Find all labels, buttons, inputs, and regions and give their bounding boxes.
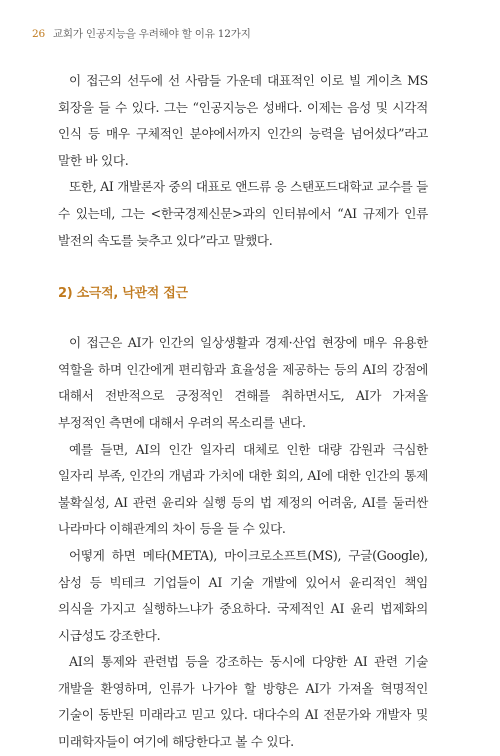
body-paragraph: 어떻게 하면 메타(META), 마이크로소프트(MS), 구글(Google), 삼성 등 빅테크 기업들이 AI 기술 개발에 있어서 윤리적인 책임 의식을 가지고 실행하느냐가 중요하다. 국제적인 AI 윤리 법제화의 시급성도 강조한다.: [58, 547, 428, 643]
body-paragraph: 이 접근은 AI가 인간의 일상생활과 경제·산업 현장에 매우 유용한 역할을 하며 인간에게 편리함과 효율성을 제공하는 등의 AI의 강점에 대해서 전반적으로 긍정적인 견해를 취하면서도, AI가 가져올 부정적인 측면에 대해서 우려의 목소리를 낸다.: [58, 335, 428, 430]
running-header: [32, 26, 251, 41]
book-title: 교회가 인공지능을 우려해야 할 이유 12가지: [52, 28, 251, 40]
page-body: [58, 68, 428, 756]
body-paragraph: 이 접근의 선두에 선 사람들 가운데 대표적인 이로 빌 게이츠 MS 회장을 들 수 있다. 그는 “인공지능은 성배다. 이제는 음성 및 시각적 인식 등 매우 구체적인 분야에서까지 인간의 능력을 넘어섰다”라고 말한 바 있다.: [58, 73, 428, 168]
section-heading: 2) 소극적, 낙관적 접근: [58, 286, 188, 302]
body-paragraph: 예를 들면, AI의 인간 일자리 대체로 인한 대량 감원과 극심한 일자리 부족, 인간의 개념과 가치에 대한 회의, AI에 대한 인간의 통제 불확실성, AI 관련 윤리와 실행 등의 법 제정의 어려움, AI를 둘러싼 나라마다 이해관계의 차이 등을 들 수 있다.: [58, 441, 428, 537]
body-paragraph: 또한, AI 개발론자 중의 대표로 앤드류 응 스탠포드대학교 교수를 들 수 있는데, 그는 <한국경제신문>과의 인터뷰에서 “AI 규제가 인류 발전의 속도를 늦추고 있다”라고 말했다.: [58, 179, 429, 248]
page-number: 26: [32, 28, 45, 40]
body-paragraph: AI의 통제와 관련법 등을 강조하는 동시에 다양한 AI 관련 기술 개발을 환영하며, 인류가 나가야 할 방향은 AI가 가져올 혁명적인 기술이 동반된 미래라고 믿고 있다. 대다수의 AI 전문가와 개발자 및 미래학자들이 여기에 해당한다고 볼 수 있다.: [58, 654, 428, 750]
